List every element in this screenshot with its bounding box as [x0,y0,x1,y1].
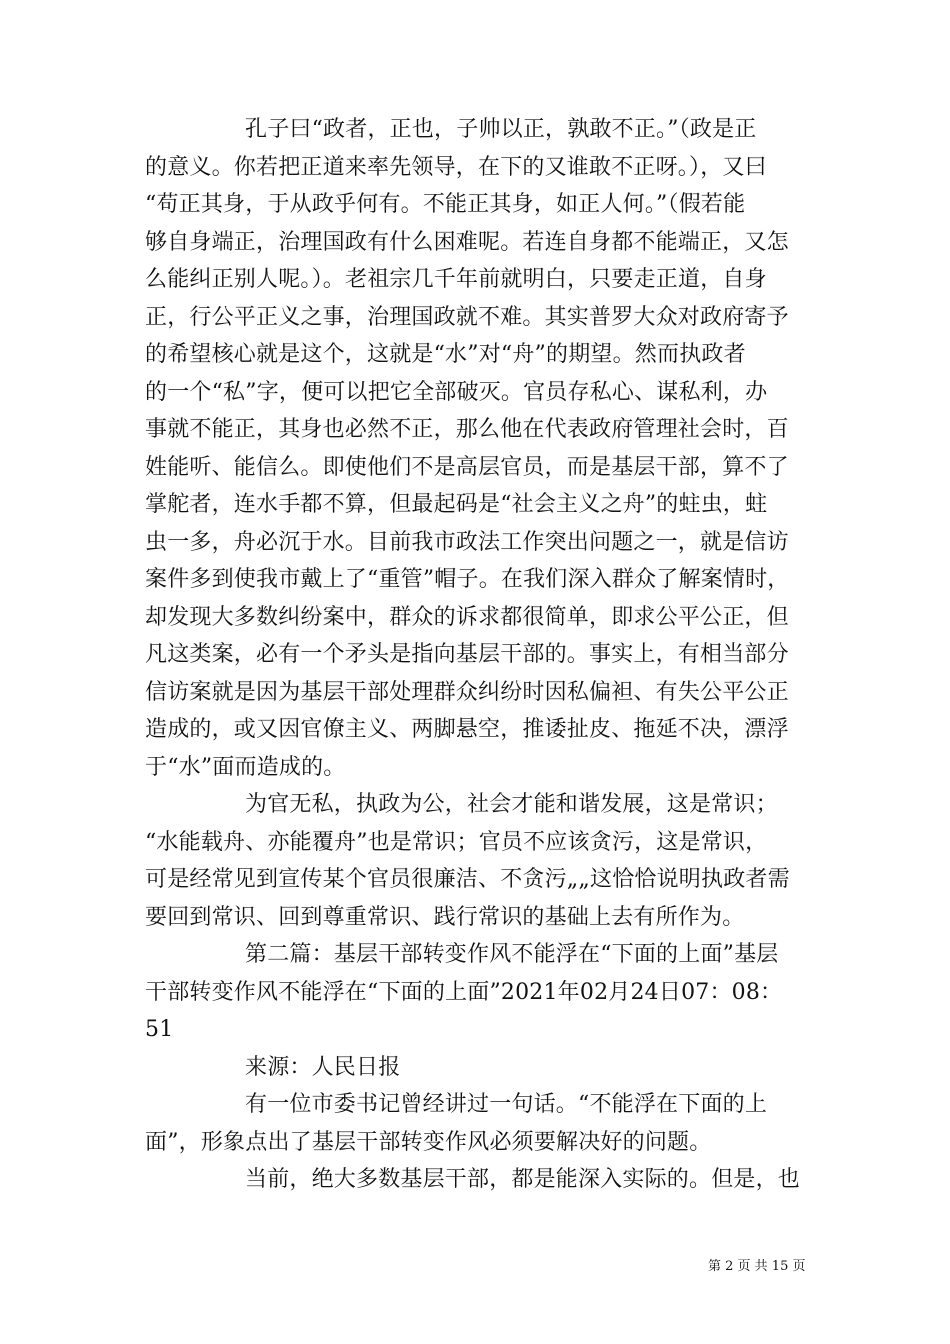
timestamp-tail: 51 [145,1017,174,1042]
text-line: 却发现大多数纠纷案中，群众的诉求都很简单，即求公平公正，但 [145,604,789,630]
section-heading-continued: 干部转变作风不能浮在“下面的上面”2021年02月24日07：08： [145,979,783,1005]
text-line: 造成的，或又因官僚主义、两脚悬空，推诿扯皮、拖延不决，漂浮 [145,717,789,742]
text-line: 案件多到使我市戴上了“重管”帽子。在我们深入群众了解案情时， [145,567,790,592]
text-line: 为官无私，执政为公，社会才能和谐发展，这是常识； [245,792,778,817]
text-line: 面”，形象点出了基层干部转变作风必须要解决好的问题。 [145,1129,712,1155]
text-line: 够自身端正，治理国政有什么困难呢。若连自身都不能端正，又怎 [145,229,789,255]
text-line: 掌舵者，连水手都不算，但最起码是“社会主义之舟”的蛀虫，蛀 [145,492,768,517]
text-line: 可是经常见到宣传某个官员很廉洁、不贪污„„这恰恰说明执政者需 [145,867,790,892]
text-line: 于“水”面而造成的。 [145,754,346,780]
source-line: 来源：人民日报 [245,1054,401,1080]
text-line: 正，行公平正义之事，治理国政就不难。其实普罗大众对政府寄予 [145,304,789,330]
text-line: 要回到常识、回到尊重常识、践行常识的基础上去有所作为。 [145,904,745,930]
text-line: 凡这类案，必有一个矛头是指向基层干部的。事实上，有相当部分 [145,642,789,667]
page-number-footer: 第 2 页 共 15 页 [708,1259,806,1274]
text-line: 虫一多，舟必沉于水。目前我市政法工作突出问题之一，就是信访 [145,529,789,555]
text-line: 有一位市委书记曾经讲过一句话。“不能浮在下面的上 [245,1092,768,1117]
text-line: “苟正其身，于从政乎何有。不能正其身，如正人何。”（假若能 [145,192,746,217]
text-line: 的意义。你若把正道来率先领导，在下的又谁敢不正呀。），又曰 [145,154,767,180]
text-line: 信访案就是因为基层干部处理群众纠纷时因私偏袒、有失公平公正 [145,679,789,705]
text-line: 的一个“私”字，便可以把它全部破灭。官员存私心、谋私利，办 [145,379,768,405]
text-line: 么能纠正别人呢。）。老祖宗几千年前就明白，只要走正道，自身 [145,267,767,292]
text-line: 的希望核心就是这个，这就是“水”对“舟”的期望。然而执政者 [145,342,746,367]
section-heading: 第二篇：基层干部转变作风不能浮在“下面的上面”基层 [245,942,779,967]
text-line: 事就不能正，其身也必然不正，那么他在代表政府管理社会时，百 [145,417,789,442]
text-line: 当前，绝大多数基层干部，都是能深入实际的。但是，也 [245,1167,801,1192]
text-line: 孔子曰“政者，正也，子帅以正，孰敢不正。”（政是正 [245,117,757,142]
text-line: 姓能听、能信么。即使他们不是高层官员，而是基层干部，算不了 [145,454,789,480]
text-line: “水能载舟、亦能覆舟”也是常识；官员不应该贪污，这是常识， [145,829,768,855]
